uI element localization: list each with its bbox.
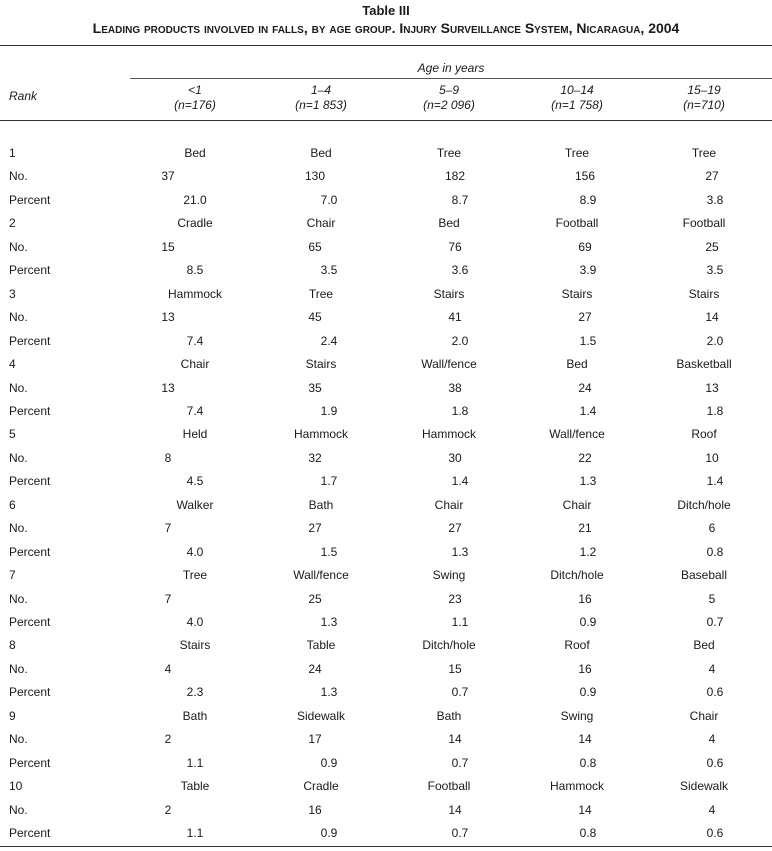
row-label-number: No.: [9, 802, 28, 817]
row-label-number: No.: [9, 521, 28, 536]
count-cell: 4: [708, 802, 716, 817]
rank-number: 7: [9, 568, 16, 583]
count-cell: 24: [578, 380, 592, 395]
rank-header: Rank: [9, 89, 38, 103]
product-cell: Swing: [432, 568, 466, 583]
column-sample-size: (n=710): [683, 98, 725, 112]
product-cell: Bath: [182, 708, 208, 723]
column-age-range: 10–14: [560, 83, 594, 97]
column-header: [261, 83, 381, 113]
product-cell: Stairs: [688, 286, 720, 301]
count-cell: 45: [308, 310, 322, 325]
percent-cell: 3.9: [579, 263, 597, 278]
percent-cell: 1.9: [320, 403, 338, 418]
count-cell: 13: [161, 380, 175, 395]
count-cell: 27: [705, 169, 719, 184]
product-cell: Football: [555, 216, 599, 231]
product-cell: Bed: [310, 146, 332, 160]
product-cell: Hammock: [293, 427, 348, 442]
column-sample-size: (n=2 096): [423, 98, 475, 112]
count-cell: 14: [578, 802, 592, 817]
percent-cell: 7.4: [186, 333, 204, 348]
row-label-number: No.: [9, 239, 28, 254]
product-cell: Table: [306, 638, 336, 653]
row-label-percent: Percent: [9, 263, 51, 278]
percent-cell: 0.9: [579, 615, 597, 629]
count-cell: 16: [578, 591, 592, 606]
product-cell: Hammock: [421, 427, 476, 442]
table-row-number: [0, 728, 772, 751]
count-cell: 17: [308, 732, 322, 747]
table-row-number: [0, 799, 772, 822]
row-label-percent: Percent: [9, 755, 51, 770]
table-row-rank: [0, 423, 772, 446]
percent-cell: 0.8: [706, 544, 724, 559]
percent-cell: 1.3: [579, 474, 597, 489]
product-cell: Stairs: [561, 286, 593, 301]
product-cell: Tree: [436, 146, 462, 160]
count-cell: 27: [448, 521, 462, 536]
percent-cell: 2.0: [706, 333, 724, 348]
product-cell: Chair: [689, 708, 719, 723]
count-cell: 14: [448, 732, 462, 747]
table-row-number: [0, 165, 772, 188]
percent-cell: 1.1: [451, 615, 469, 629]
product-cell: Roof: [564, 638, 590, 653]
product-cell: Wall/fence: [421, 357, 477, 372]
count-cell: 7: [164, 591, 172, 606]
row-label-number: No.: [9, 380, 28, 395]
row-label-percent: Percent: [9, 685, 51, 700]
count-cell: 8: [164, 450, 172, 465]
percent-cell: 21.0: [183, 192, 207, 207]
count-cell: 182: [444, 169, 466, 184]
percent-cell: 1.5: [579, 333, 597, 348]
product-cell: Ditch/hole: [550, 568, 604, 583]
percent-cell: 3.5: [706, 263, 724, 278]
product-cell: Baseball: [680, 568, 728, 583]
row-label-percent: Percent: [9, 474, 51, 489]
table-row-percent: [0, 541, 772, 564]
count-cell: 37: [161, 169, 175, 184]
count-cell: 65: [308, 239, 322, 254]
column-header: [517, 83, 637, 113]
product-cell: Tree: [564, 146, 590, 160]
table-row-rank: [0, 494, 772, 517]
count-cell: 21: [578, 521, 592, 536]
percent-cell: 1.5: [320, 544, 338, 559]
percent-cell: 4.5: [186, 474, 204, 489]
count-cell: 5: [708, 591, 716, 606]
column-age-range: 1–4: [310, 83, 332, 97]
product-cell: Sidewalk: [296, 708, 346, 723]
count-cell: 16: [308, 802, 322, 817]
percent-cell: 2.0: [451, 333, 469, 348]
rank-number: 2: [9, 216, 16, 231]
header-bottom-rule: [0, 120, 772, 121]
percent-cell: 1.3: [320, 685, 338, 700]
table-row-rank: [0, 283, 772, 306]
count-cell: 2: [164, 802, 172, 817]
product-cell: Bed: [184, 146, 206, 160]
count-cell: 10: [705, 450, 719, 465]
count-cell: 38: [448, 380, 462, 395]
product-cell: Bath: [436, 708, 462, 723]
table-row-number: [0, 236, 772, 259]
product-cell: Table: [180, 779, 210, 794]
percent-cell: 2.3: [186, 685, 204, 700]
percent-cell: 4.0: [186, 544, 204, 559]
row-label-number: No.: [9, 591, 28, 606]
percent-cell: 1.1: [186, 755, 204, 770]
column-header: [389, 83, 509, 113]
rank-number: 6: [9, 497, 16, 512]
row-label-percent: Percent: [9, 192, 51, 207]
table-row-number: [0, 517, 772, 540]
count-cell: 41: [448, 310, 462, 325]
count-cell: 25: [308, 591, 322, 606]
column-age-range: <1: [188, 83, 202, 97]
table-title: Leading products involved in falls, by age group. Injury Surveillance System, Nicaragua, 2004: [92, 20, 680, 36]
count-cell: 4: [708, 661, 716, 676]
column-sample-size: (n=1 853): [295, 98, 347, 112]
percent-cell: 1.4: [451, 474, 469, 489]
product-cell: Chair: [180, 357, 210, 372]
product-cell: Wall/fence: [293, 568, 349, 583]
table-label: Table III: [362, 3, 410, 18]
percent-cell: 0.6: [706, 826, 724, 841]
count-cell: 69: [578, 239, 592, 254]
table-row-percent: [0, 681, 772, 704]
product-cell: Wall/fence: [549, 427, 605, 442]
table-row-percent: [0, 611, 772, 634]
rank-number: 8: [9, 638, 16, 653]
table-row-percent: [0, 752, 772, 775]
count-cell: 23: [448, 591, 462, 606]
table-row-rank: [0, 775, 772, 798]
percent-cell: 1.8: [706, 403, 724, 418]
percent-cell: 7.0: [320, 192, 338, 207]
product-cell: Stairs: [179, 638, 211, 653]
table-row-rank: [0, 212, 772, 235]
row-label-number: No.: [9, 169, 28, 184]
count-cell: 15: [448, 661, 462, 676]
count-cell: 32: [308, 450, 322, 465]
count-cell: 13: [161, 310, 175, 325]
percent-cell: 3.5: [320, 263, 338, 278]
table-row-percent: [0, 330, 772, 353]
count-cell: 14: [448, 802, 462, 817]
percent-cell: 0.6: [706, 755, 724, 770]
table-row-rank: [0, 705, 772, 728]
table-row-rank: [0, 353, 772, 376]
percent-cell: 8.7: [451, 192, 469, 207]
product-cell: Stairs: [305, 357, 337, 372]
age-header: Age in years: [417, 61, 485, 75]
table-row-percent: [0, 470, 772, 493]
row-label-percent: Percent: [9, 615, 51, 629]
row-label-percent: Percent: [9, 544, 51, 559]
rank-number: 3: [9, 286, 16, 301]
product-cell: Hammock: [167, 286, 222, 301]
table-row-number: [0, 658, 772, 681]
count-cell: 2: [164, 732, 172, 747]
table-row-rank: [0, 634, 772, 657]
column-sample-size: (n=1 758): [551, 98, 603, 112]
product-cell: Bed: [438, 216, 460, 231]
product-cell: Ditch/hole: [677, 497, 731, 512]
count-cell: 156: [574, 169, 596, 184]
row-label-number: No.: [9, 732, 28, 747]
product-cell: Chair: [562, 497, 592, 512]
percent-cell: 1.3: [320, 615, 338, 629]
product-cell: Basketball: [676, 357, 732, 372]
column-header: [135, 83, 255, 113]
rank-number: 5: [9, 427, 16, 442]
count-cell: 25: [705, 239, 719, 254]
count-cell: 76: [448, 239, 462, 254]
table-row-rank: [0, 142, 772, 165]
row-label-number: No.: [9, 310, 28, 325]
count-cell: 16: [578, 661, 592, 676]
product-cell: Walker: [176, 497, 214, 512]
percent-cell: 1.4: [706, 474, 724, 489]
percent-cell: 0.7: [451, 755, 469, 770]
percent-cell: 1.8: [451, 403, 469, 418]
percent-cell: 4.0: [186, 615, 204, 629]
rank-number: 4: [9, 357, 16, 372]
product-cell: Football: [427, 779, 471, 794]
table-row-number: [0, 306, 772, 329]
count-cell: 27: [578, 310, 592, 325]
product-cell: Bath: [308, 497, 334, 512]
product-cell: Bed: [693, 638, 715, 653]
table-row-percent: [0, 189, 772, 212]
product-cell: Football: [682, 216, 726, 231]
table-row-rank: [0, 564, 772, 587]
column-header: [644, 83, 764, 113]
percent-cell: 1.4: [579, 403, 597, 418]
percent-cell: 0.7: [451, 826, 469, 841]
table-row-number: [0, 377, 772, 400]
product-cell: Bed: [566, 357, 588, 372]
percent-cell: 3.6: [451, 263, 469, 278]
product-cell: Cradle: [303, 779, 339, 794]
percent-cell: 8.9: [579, 192, 597, 207]
row-label-percent: Percent: [9, 403, 51, 418]
percent-cell: 0.9: [320, 755, 338, 770]
percent-cell: 0.6: [706, 685, 724, 700]
product-cell: Sidewalk: [679, 779, 729, 794]
bottom-rule: [0, 846, 772, 847]
percent-cell: 0.7: [451, 685, 469, 700]
percent-cell: 0.9: [579, 685, 597, 700]
count-cell: 14: [705, 310, 719, 325]
row-label-number: No.: [9, 661, 28, 676]
count-cell: 30: [448, 450, 462, 465]
percent-cell: 1.7: [320, 474, 338, 489]
product-cell: Tree: [182, 568, 208, 583]
percent-cell: 0.9: [320, 826, 338, 841]
product-cell: Ditch/hole: [422, 638, 476, 653]
percent-cell: 1.2: [579, 544, 597, 559]
count-cell: 130: [304, 169, 326, 184]
row-label-percent: Percent: [9, 826, 51, 841]
column-sample-size: (n=176): [174, 98, 216, 112]
product-cell: Swing: [560, 708, 594, 723]
count-cell: 24: [308, 661, 322, 676]
count-cell: 7: [164, 521, 172, 536]
count-cell: 6: [708, 521, 716, 536]
table-row-number: [0, 588, 772, 611]
count-cell: 4: [164, 661, 172, 676]
row-label-percent: Percent: [9, 333, 51, 348]
product-cell: Tree: [308, 286, 334, 301]
age-header-rule: [130, 78, 772, 79]
table-row-number: [0, 447, 772, 470]
row-label-number: No.: [9, 450, 28, 465]
rank-number: 9: [9, 708, 16, 723]
count-cell: 35: [308, 380, 322, 395]
percent-cell: 0.8: [579, 826, 597, 841]
product-cell: Chair: [434, 497, 464, 512]
count-cell: 14: [578, 732, 592, 747]
percent-cell: 0.7: [706, 615, 724, 629]
top-rule: [0, 45, 772, 46]
table-row-percent: [0, 822, 772, 845]
count-cell: 4: [708, 732, 716, 747]
product-cell: Stairs: [433, 286, 465, 301]
percent-cell: 8.5: [186, 263, 204, 278]
percent-cell: 0.8: [579, 755, 597, 770]
product-cell: Roof: [691, 427, 717, 442]
product-cell: Cradle: [177, 216, 213, 231]
product-cell: Tree: [691, 146, 717, 160]
percent-cell: 3.8: [706, 192, 724, 207]
product-cell: Chair: [306, 216, 336, 231]
product-cell: Held: [182, 427, 208, 442]
column-age-range: 5–9: [438, 83, 460, 97]
percent-cell: 2.4: [320, 333, 338, 348]
count-cell: 27: [308, 521, 322, 536]
column-age-range: 15–19: [687, 83, 721, 97]
count-cell: 13: [705, 380, 719, 395]
table-row-percent: [0, 259, 772, 282]
percent-cell: 1.1: [186, 826, 204, 841]
rank-number: 10: [9, 779, 23, 794]
percent-cell: 7.4: [186, 403, 204, 418]
table-row-percent: [0, 400, 772, 423]
product-cell: Hammock: [549, 779, 604, 794]
percent-cell: 1.3: [451, 544, 469, 559]
rank-number: 1: [9, 146, 16, 160]
count-cell: 15: [161, 239, 175, 254]
count-cell: 22: [578, 450, 592, 465]
